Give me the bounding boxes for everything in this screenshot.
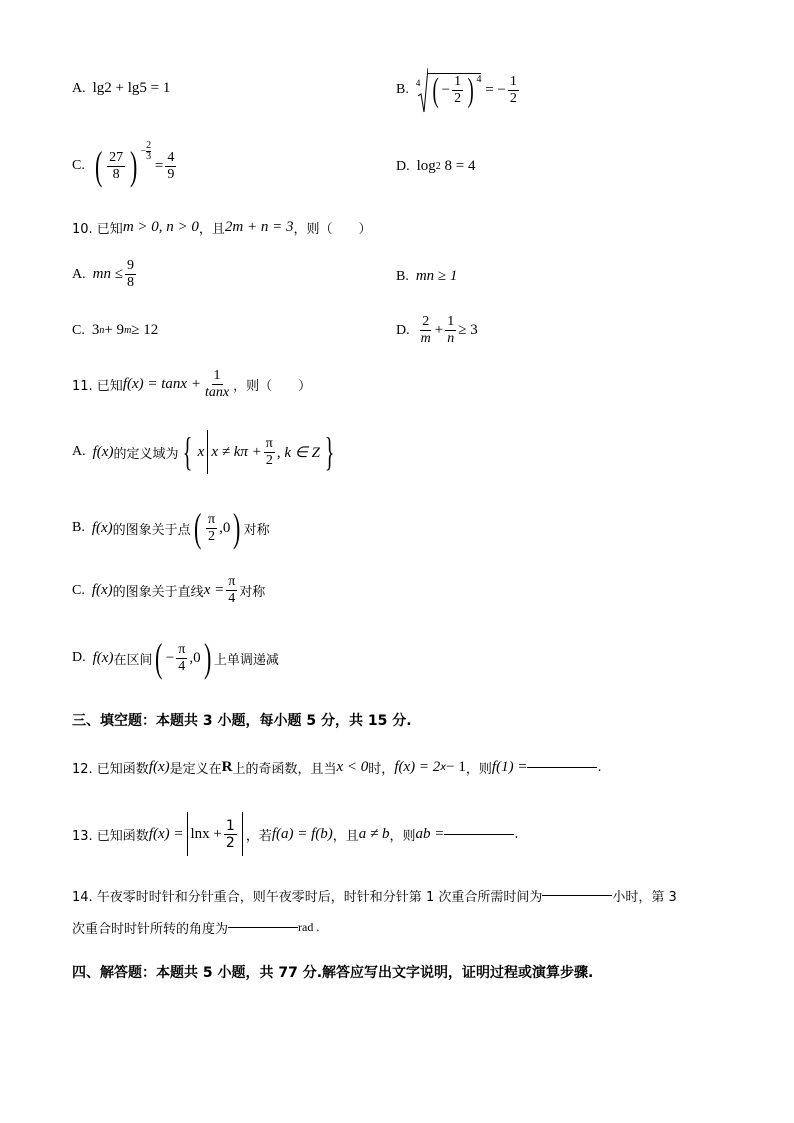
real-numbers-symbol: R [221, 759, 233, 775]
q14-line-1 [72, 886, 677, 905]
negative-sign: − [165, 649, 175, 666]
fraction-denominator: n [447, 331, 455, 346]
fraction-numerator: 1 [509, 73, 517, 89]
root-index: 4 [415, 78, 421, 88]
equation: f(a) = f(b) [271, 825, 333, 842]
function-name: f(x) [148, 759, 170, 775]
option-label: C. [72, 158, 85, 173]
fraction-numerator: 4 [167, 149, 175, 165]
function-name: f(x) [92, 443, 114, 460]
condition: m > 0, n > 0 [122, 219, 199, 235]
set-condition: x ≠ kπ + [211, 443, 262, 460]
power: 4 [476, 74, 482, 85]
question-text: 次重合时时针所转的角度为 [72, 922, 229, 937]
abs-inner: lnx + [190, 825, 222, 842]
answer-blank[interactable] [527, 767, 597, 768]
question-text: 上的奇函数，且当 [232, 762, 337, 777]
q10-stem [72, 218, 372, 237]
condition: a ≠ b [358, 825, 390, 842]
q10-option-d: D. $\frac{2}{m}$ + $\frac{1}{n}$ ≥ 3 [396, 314, 478, 346]
log-base: 2 [435, 161, 441, 172]
abs-bar-left [187, 812, 188, 856]
q10-option-c [72, 322, 158, 339]
fraction-denominator: 2 [265, 452, 273, 468]
answer-blank-angle[interactable] [228, 927, 298, 928]
option-label: D. [72, 650, 86, 665]
answer-paren: ，则（ ） [233, 379, 312, 394]
interval-tail: ,0 [189, 649, 201, 666]
option-label: B. [396, 82, 409, 97]
q10-option-b [396, 268, 457, 285]
answer-blank[interactable] [444, 834, 514, 835]
question-number: 13. 已知函数 [72, 828, 149, 844]
option-text: 的定义域为 [113, 446, 179, 462]
function-name: f(x) [91, 519, 113, 536]
connector-text: ，且 [198, 222, 225, 237]
option-text: 的图象关于直线 [112, 585, 204, 600]
fraction-numerator: π [208, 511, 216, 527]
exponent-numerator: 2 [146, 139, 152, 151]
option-label: D. [396, 158, 410, 174]
fraction-numerator: 1 [225, 817, 235, 834]
math-base: + 9 [104, 322, 125, 338]
fraction-numerator: 27 [109, 149, 124, 165]
function-name: f(x) [91, 582, 113, 598]
function-definition-tail: − 1 [446, 759, 466, 775]
question-number: 12. 已知函数 [72, 762, 149, 777]
line-equation: x = [203, 582, 225, 598]
condition: x < 0 [336, 759, 369, 775]
q9-option-b: B. 4 ( − $\frac{1}{2}$ ) $^4$ = − $\frac{1}{2}$ [396, 66, 521, 114]
exponent: x [440, 762, 447, 773]
sentence-end: . [514, 826, 519, 842]
exponent: n [99, 325, 105, 336]
fraction-denominator: 8 [126, 275, 134, 290]
q11-option-c [72, 574, 265, 607]
fraction-denominator: 2 [509, 90, 517, 106]
question-text: ，若 [245, 828, 272, 844]
section-4-heading: 四、解答题：本题共 5 小题，共 77 分.解答应写出文字说明，证明过程或演算步骤. [72, 965, 594, 981]
set-variable: x [197, 443, 205, 460]
answer-paren: ，则（ ） [293, 222, 372, 237]
math-expression: lg2 + lg5 = 1 [92, 80, 171, 96]
question-target: ab = [415, 825, 445, 842]
set-bar [207, 430, 208, 474]
math-expression: mn ≥ 1 [415, 268, 458, 284]
fraction-numerator: π [265, 435, 273, 451]
option-label: A. [72, 80, 86, 96]
q14-line-2 [72, 918, 319, 937]
section-3-heading: 三、填空题：本题共 3 小题，每小题 5 分，共 15 分. [72, 713, 412, 729]
fraction-denominator: tanx [204, 385, 230, 400]
question-text: 是定义在 [169, 762, 222, 777]
q11-option-a: A. f(x) 的定义域为 { x x ≠ kπ + $\frac{\pi}{2}$ , k ∈ Z } [72, 429, 335, 474]
fraction-numerator: π [228, 574, 236, 589]
exponent: m [124, 325, 132, 336]
question-target: f(1) = [491, 759, 528, 775]
question-text: ，则 [465, 762, 492, 777]
exponent-denominator: 3 [146, 150, 152, 162]
q12-stem [72, 758, 602, 777]
q11-option-b: B. f(x) 的图象关于点 ( $\frac{\pi}{2}$ ,0 ) 对称 [72, 505, 270, 550]
fraction-denominator: 4 [178, 658, 186, 674]
function-name: f(x) [92, 649, 114, 666]
equation: 2m + n = 3 [224, 219, 294, 235]
fraction-denominator: 8 [112, 166, 120, 182]
option-label: B. [396, 268, 409, 284]
fourth-root: 4 ( − $\frac{1}{2}$ ) $^4$ [416, 66, 482, 114]
answer-blank-hours[interactable] [542, 895, 612, 896]
q9-option-d [396, 158, 476, 175]
fraction-numerator: 9 [126, 258, 134, 273]
option-text: 对称 [239, 585, 266, 600]
abs-bar-right [242, 812, 243, 856]
option-text: 的图象关于点 [112, 522, 191, 538]
fraction-denominator: 2 [208, 528, 216, 544]
question-text: 时， [368, 762, 395, 777]
log-text: log [416, 158, 436, 174]
math-base: 3 [91, 322, 100, 338]
option-label: B. [72, 520, 85, 535]
question-number: 11. 已知 [72, 379, 123, 394]
q13-stem [72, 812, 519, 856]
question-number: 10. 已知 [72, 222, 123, 237]
function-definition: f(x) = tanx + [122, 376, 201, 392]
fraction-numerator: 1 [447, 314, 455, 329]
fraction-numerator: 1 [454, 74, 462, 89]
option-label: C. [72, 322, 85, 338]
math-expression: ≥ 12 [131, 322, 159, 338]
unit-text: rad . [298, 920, 320, 934]
option-label: A. [72, 444, 86, 459]
q10-option-a [72, 258, 138, 291]
fraction-denominator: 9 [167, 166, 175, 182]
question-text: ，则 [389, 828, 416, 844]
fraction-denominator: 2 [454, 91, 462, 106]
option-text: 在区间 [113, 652, 153, 668]
option-text: 对称 [243, 522, 270, 538]
function-definition: f(x) = 2 [394, 759, 441, 775]
q11-option-d: D. f(x) 在区间 ( − $\frac{\pi}{4}$ ,0 ) 上单调递减 [72, 635, 279, 680]
set-condition-tail: , k ∈ Z [276, 444, 320, 461]
fraction-denominator: 4 [228, 591, 236, 606]
fraction-numerator: 1 [213, 368, 221, 383]
fraction-numerator: 2 [422, 314, 430, 329]
fraction-denominator: 2 [225, 834, 235, 851]
point-tail: ,0 [219, 519, 231, 536]
question-text: 小时，第 3 [612, 890, 677, 905]
fraction-denominator: m [420, 331, 431, 346]
math-expression: mn ≤ [92, 266, 123, 282]
option-label: C. [72, 582, 85, 598]
question-text: ，且 [332, 828, 359, 844]
sentence-end: . [597, 760, 602, 775]
radical-sign-icon [415, 66, 428, 114]
function-definition: f(x) = [148, 825, 184, 842]
q11-stem [72, 368, 311, 401]
q9-option-c: C. ( $\frac{27}{8}$ ) − $\frac{2}{3}$ = $\frac{4}{9}$ [72, 139, 175, 188]
math-expression: ≥ 3 [458, 322, 478, 338]
q9-option-a [72, 80, 170, 97]
fraction-numerator: π [178, 641, 186, 657]
question-text: 14. 午夜零时时针和分针重合，则午夜零时后，时针和分针第 1 次重合所需时间为 [72, 890, 543, 905]
option-text: 上单调递减 [213, 652, 279, 668]
math-expression: 8 = 4 [444, 158, 476, 174]
option-label: A. [72, 266, 86, 282]
option-label: D. [396, 322, 410, 338]
